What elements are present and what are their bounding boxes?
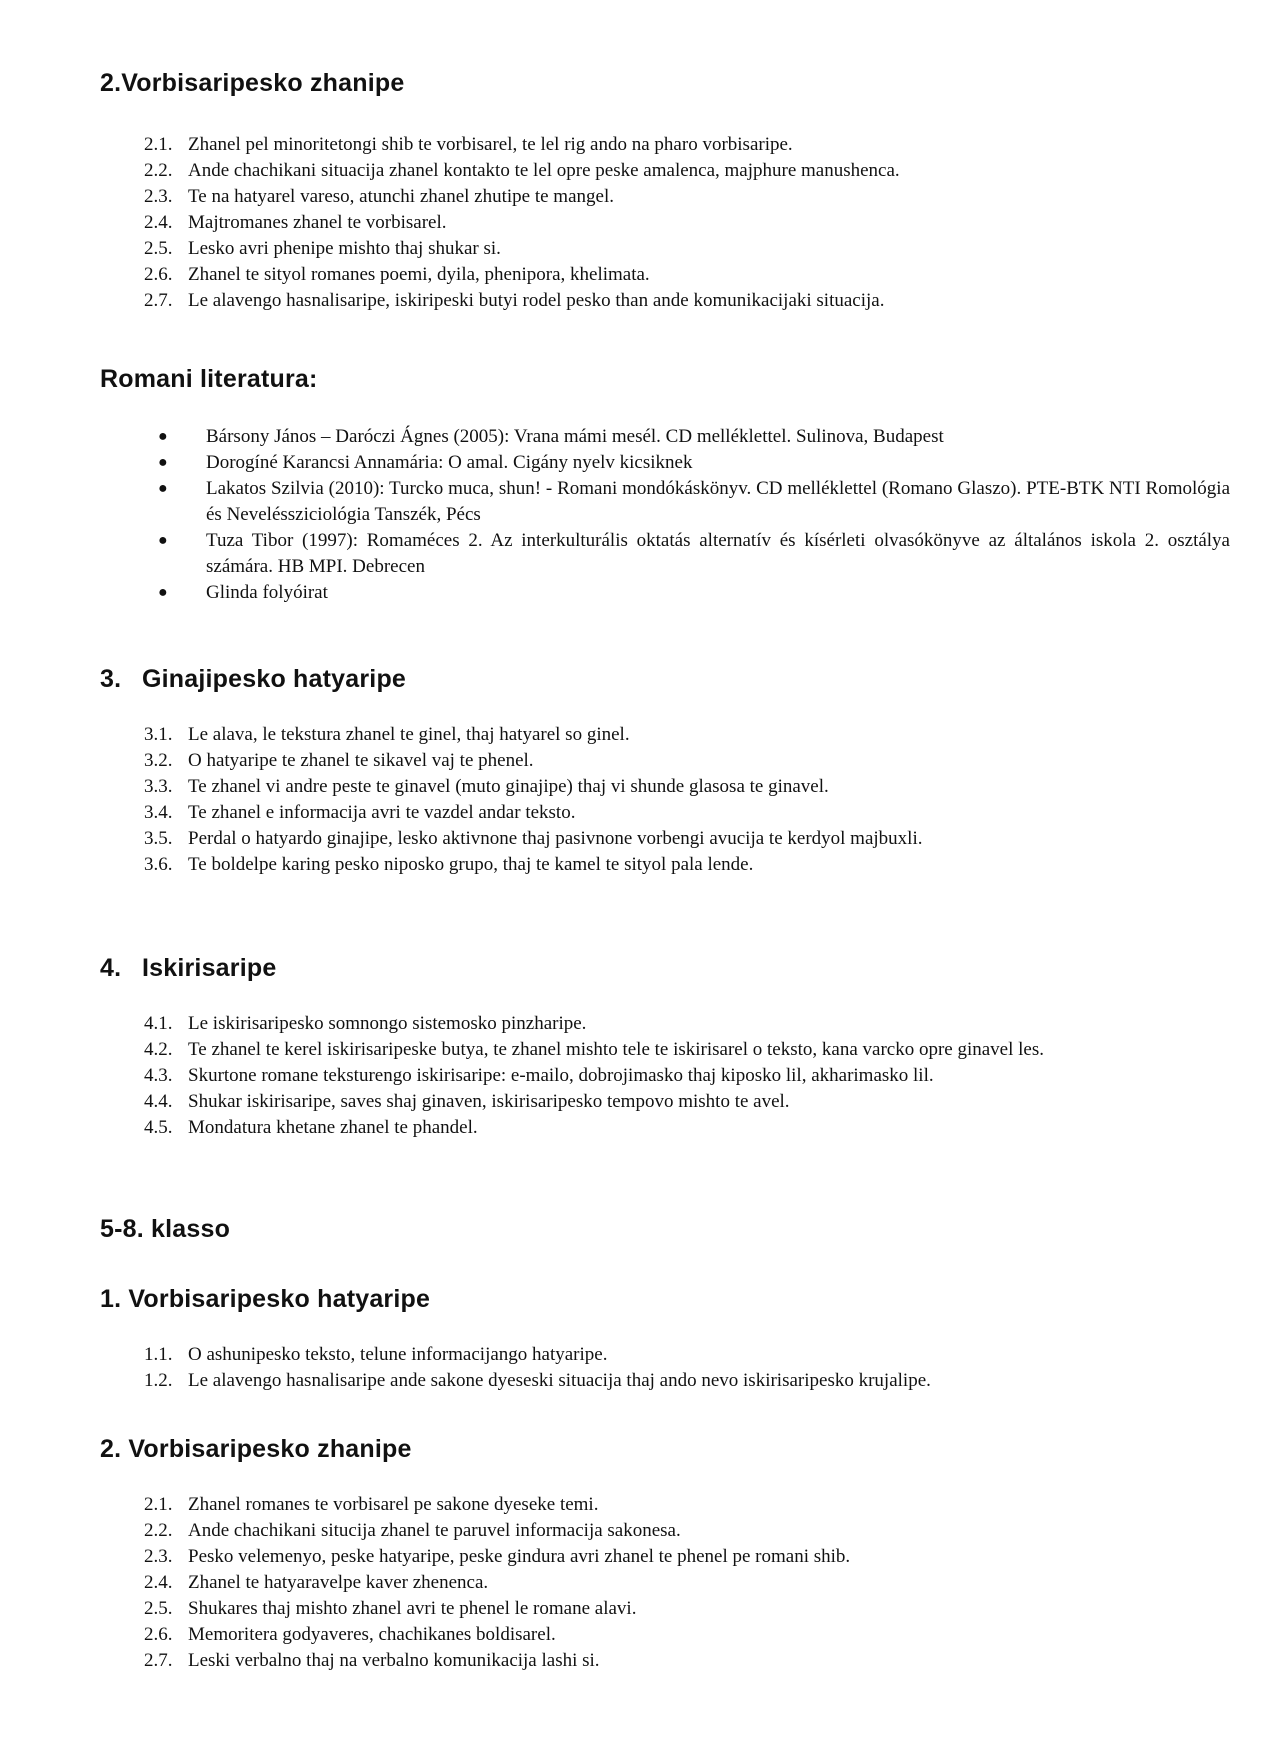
section-heading: 2. Vorbisaripesko zhanipe — [100, 1435, 412, 1463]
item-text: Te na hatyarel vareso, atunchi zhanel zhutipe te mangel. — [188, 186, 614, 207]
item-text: Te boldelpe karing pesko niposko grupo, thaj te kamel te sityol pala lende. — [188, 854, 754, 875]
item-text: Majtromanes zhanel te vorbisarel. — [188, 212, 447, 233]
section-heading: 2.Vorbisaripesko zhanipe — [100, 69, 405, 97]
section-iskirisaripe — [100, 953, 1230, 1141]
list-item — [100, 748, 1230, 774]
list-item — [100, 1492, 1230, 1518]
item-text: Le alavengo hasnalisaripe ande sakone dyeseski situacija thaj ando nevo iskirisaripesko krujalipe. — [188, 1370, 931, 1391]
list-item — [100, 774, 1230, 800]
list-item — [100, 158, 1230, 184]
section-number: 3. — [100, 665, 122, 693]
item-number: 2.2. — [144, 160, 173, 181]
item-text: O ashunipesko teksto, telune informacijango hatyaripe. — [188, 1344, 608, 1365]
item-number: 4.1. — [144, 1013, 173, 1034]
list-item — [100, 1622, 1230, 1648]
item-number: 3.2. — [144, 750, 173, 771]
item-number: 2.1. — [144, 134, 173, 155]
list-item — [100, 528, 1230, 580]
item-number: 2.6. — [144, 1624, 173, 1645]
item-number: 4.3. — [144, 1065, 173, 1086]
item-text: Memoritera godyaveres, chachikanes boldisarel. — [188, 1624, 556, 1645]
item-number: 2.4. — [144, 1572, 173, 1593]
list-item — [100, 722, 1230, 748]
list-item — [100, 1368, 1230, 1394]
list-item — [100, 132, 1230, 158]
item-number: 1.1. — [144, 1344, 173, 1365]
bullet-icon: ● — [158, 532, 168, 549]
literature-list — [100, 424, 1230, 606]
section-heading — [100, 953, 1230, 983]
item-text: Ande chachikani situacija zhanel kontakto te lel opre peske amalenca, majphure manushenca. — [188, 160, 900, 181]
item-number: 3.5. — [144, 828, 173, 849]
item-text: Perdal o hatyardo ginajipe, lesko aktivnone thaj pasivnone vorbengi avucija te kerdyol majbuxli. — [188, 828, 923, 849]
section-title: Iskirisaripe — [142, 954, 277, 982]
item-text: Bársony János – Daróczi Ágnes (2005): Vrana mámi mesél. CD melléklettel. Sulinova, Budapest — [206, 426, 944, 447]
bullet-icon: ● — [158, 454, 168, 471]
section-ginajipesko-hatyaripe — [100, 664, 1230, 878]
item-number: 3.6. — [144, 854, 173, 875]
section-heading: 5-8. klasso — [100, 1215, 231, 1243]
item-number: 3.4. — [144, 802, 173, 823]
item-number: 2.4. — [144, 212, 173, 233]
item-text: Zhanel pel minoritetongi shib te vorbisarel, te lel rig ando na pharo vorbisaripe. — [188, 134, 793, 155]
item-text: Shukar iskirisaripe, saves shaj ginaven, iskirisaripesko tempovo mishto te avel. — [188, 1091, 790, 1112]
item-text: Le alavengo hasnalisaripe, iskiripeski butyi rodel pesko than ande komunikacijaki situacija. — [188, 290, 885, 311]
item-text: Zhanel te sityol romanes poemi, dyila, phenipora, khelimata. — [188, 264, 650, 285]
section-number: 4. — [100, 954, 122, 982]
list-item — [100, 210, 1230, 236]
section-heading: 1. Vorbisaripesko hatyaripe — [100, 1285, 431, 1313]
item-number: 2.2. — [144, 1520, 173, 1541]
item-number: 2.3. — [144, 1546, 173, 1567]
item-text: Zhanel te hatyaravelpe kaver zhenenca. — [188, 1572, 489, 1593]
item-number: 1.2. — [144, 1370, 173, 1391]
list-item — [100, 1570, 1230, 1596]
item-text: Tuza Tibor (1997): Romaméces 2. Az interkulturális oktatás alternatív és kísérleti olvasókönyve az általános iskola 2. osztálya számára. HB MPI. Debrecen — [206, 530, 1230, 577]
item-number: 4.2. — [144, 1039, 173, 1060]
list-item — [100, 1011, 1230, 1037]
list-item — [100, 1037, 1230, 1063]
list-item — [100, 288, 1230, 314]
item-number: 2.1. — [144, 1494, 173, 1515]
bullet-icon: ● — [158, 428, 168, 445]
item-list — [100, 722, 1230, 878]
bullet-icon: ● — [158, 584, 168, 601]
item-text: Te zhanel e informacija avri te vazdel andar teksto. — [188, 802, 576, 823]
item-list — [100, 1342, 1230, 1394]
item-number: 3.1. — [144, 724, 173, 745]
list-item — [100, 184, 1230, 210]
item-number: 2.5. — [144, 1598, 173, 1619]
item-text: Te zhanel te kerel iskirisaripeske butya, te zhanel mishto tele te iskirisarel o teksto, kana varcko opre ginavel les. — [188, 1039, 1045, 1060]
list-item — [100, 1063, 1230, 1089]
item-text: Lakatos Szilvia (2010): Turcko muca, shun! - Romani mondókáskönyv. CD melléklettel (Romano Glaszo). PTE-BTK NTI Romológia és Neveléssziciológia Tanszék, Pécs — [206, 478, 1230, 525]
item-number: 3.3. — [144, 776, 173, 797]
item-text: Le alava, le tekstura zhanel te ginel, thaj hatyarel so ginel. — [188, 724, 630, 745]
section-heading: Romani literatura: — [100, 365, 318, 393]
list-item — [100, 476, 1230, 528]
list-item — [100, 1596, 1230, 1622]
item-text: Leski verbalno thaj na verbalno komunikacija lashi si. — [188, 1650, 600, 1671]
list-item — [100, 580, 1230, 606]
item-text: Pesko velemenyo, peske hatyaripe, peske gindura avri zhanel te phenel pe romani shib. — [188, 1546, 851, 1567]
item-list — [100, 132, 1230, 314]
list-item — [100, 1518, 1230, 1544]
item-text: Dorogíné Karancsi Annamária: O amal. Cigány nyelv kicsiknek — [206, 452, 693, 473]
item-number: 2.5. — [144, 238, 173, 259]
list-item — [100, 1115, 1230, 1141]
item-number: 2.7. — [144, 290, 173, 311]
list-item — [100, 852, 1230, 878]
list-item — [100, 450, 1230, 476]
item-text: Te zhanel vi andre peste te ginavel (muto ginajipe) thaj vi shunde glasosa te ginavel. — [188, 776, 829, 797]
section-vorbisaripesko-zhanipe-2 — [100, 1434, 1230, 1674]
item-text: Le iskirisaripesko somnongo sistemosko pinzharipe. — [188, 1013, 587, 1034]
list-item — [100, 1544, 1230, 1570]
list-item — [100, 424, 1230, 450]
section-heading — [100, 664, 1230, 694]
item-number: 2.3. — [144, 186, 173, 207]
list-item — [100, 1089, 1230, 1115]
section-vorbisaripesko-zhanipe — [100, 68, 1230, 314]
list-item — [100, 826, 1230, 852]
bullet-icon: ● — [158, 480, 168, 497]
item-text: O hatyaripe te zhanel te sikavel vaj te phenel. — [188, 750, 534, 771]
item-text: Lesko avri phenipe mishto thaj shukar si. — [188, 238, 501, 259]
item-text: Skurtone romane teksturengo iskirisaripe: e-mailo, dobrojimasko thaj kiposko lil, akharimasko lil. — [188, 1065, 934, 1086]
item-text: Shukares thaj mishto zhanel avri te phenel le romane alavi. — [188, 1598, 637, 1619]
list-item — [100, 262, 1230, 288]
item-number: 4.5. — [144, 1117, 173, 1138]
item-text: Ande chachikani situcija zhanel te paruvel informacija sakonesa. — [188, 1520, 681, 1541]
list-item — [100, 800, 1230, 826]
item-number: 4.4. — [144, 1091, 173, 1112]
item-text: Mondatura khetane zhanel te phandel. — [188, 1117, 478, 1138]
section-romani-literatura — [100, 364, 1230, 606]
item-list — [100, 1011, 1230, 1141]
list-item — [100, 1342, 1230, 1368]
section-klasso — [100, 1214, 1230, 1244]
list-item — [100, 1648, 1230, 1674]
item-list — [100, 1492, 1230, 1674]
section-vorbisaripesko-hatyaripe — [100, 1284, 1230, 1394]
item-number: 2.7. — [144, 1650, 173, 1671]
item-text: Zhanel romanes te vorbisarel pe sakone dyeseke temi. — [188, 1494, 599, 1515]
item-text: Glinda folyóirat — [206, 582, 328, 603]
section-title: Ginajipesko hatyaripe — [142, 665, 407, 693]
list-item — [100, 236, 1230, 262]
item-number: 2.6. — [144, 264, 173, 285]
